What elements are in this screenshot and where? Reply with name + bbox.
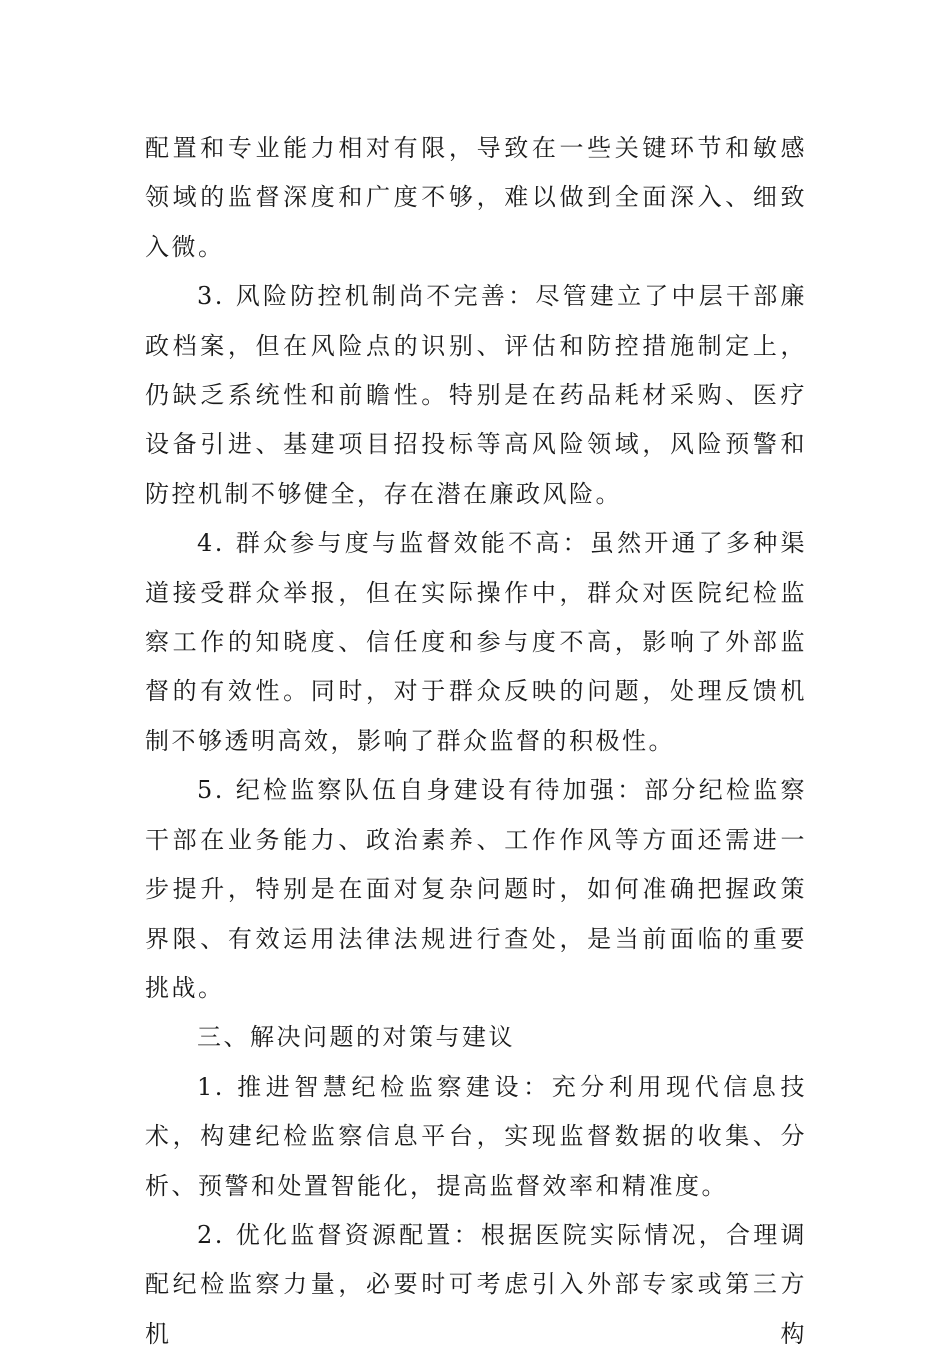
section-heading: 三、解决问题的对策与建议: [197, 1023, 515, 1052]
paragraph-suggestion-2: 2. 优化监督资源配置：根据医院实际情况，合理调配纪检监察力量，必要时可考虑引入外部专家或第三方机构: [145, 1220, 807, 1348]
paragraph-item-3: 3. 风险防控机制尚不完善：尽管建立了中层干部廉政档案，但在风险点的识别、评估和防控措施制定上，仍缺乏系统性和前瞻性。特别是在药品耗材采购、医疗设备引进、基建项目招投标等高风险领域，风险预警和防控机制不够健全，存在潜在廉政风险。: [145, 282, 807, 508]
paragraph-continued: 配置和专业能力相对有限，导致在一些关键环节和敏感领域的监督深度和广度不够，难以做到全面深入、细致入微。: [145, 134, 807, 261]
paragraph-suggestion-1: 1. 推进智慧纪检监察建设：充分利用现代信息技术，构建纪检监察信息平台，实现监督数据的收集、分析、预警和处置智能化，提高监督效率和精准度。: [145, 1072, 807, 1200]
document-body: [145, 124, 807, 1359]
paragraph-item-5: 5. 纪检监察队伍自身建设有待加强：部分纪检监察干部在业务能力、政治素养、工作作风等方面还需进一步提升，特别是在面对复杂问题时，如何准确把握政策界限、有效运用法律法规进行查处，是当前面临的重要挑战。: [145, 776, 807, 1002]
paragraph-item-4: 4. 群众参与度与监督效能不高：虽然开通了多种渠道接受群众举报，但在实际操作中，群众对医院纪检监察工作的知晓度、信任度和参与度不高，影响了外部监督的有效性。同时，对于群众反映的问题，处理反馈机制不够透明高效，影响了群众监督的积极性。: [145, 529, 807, 755]
